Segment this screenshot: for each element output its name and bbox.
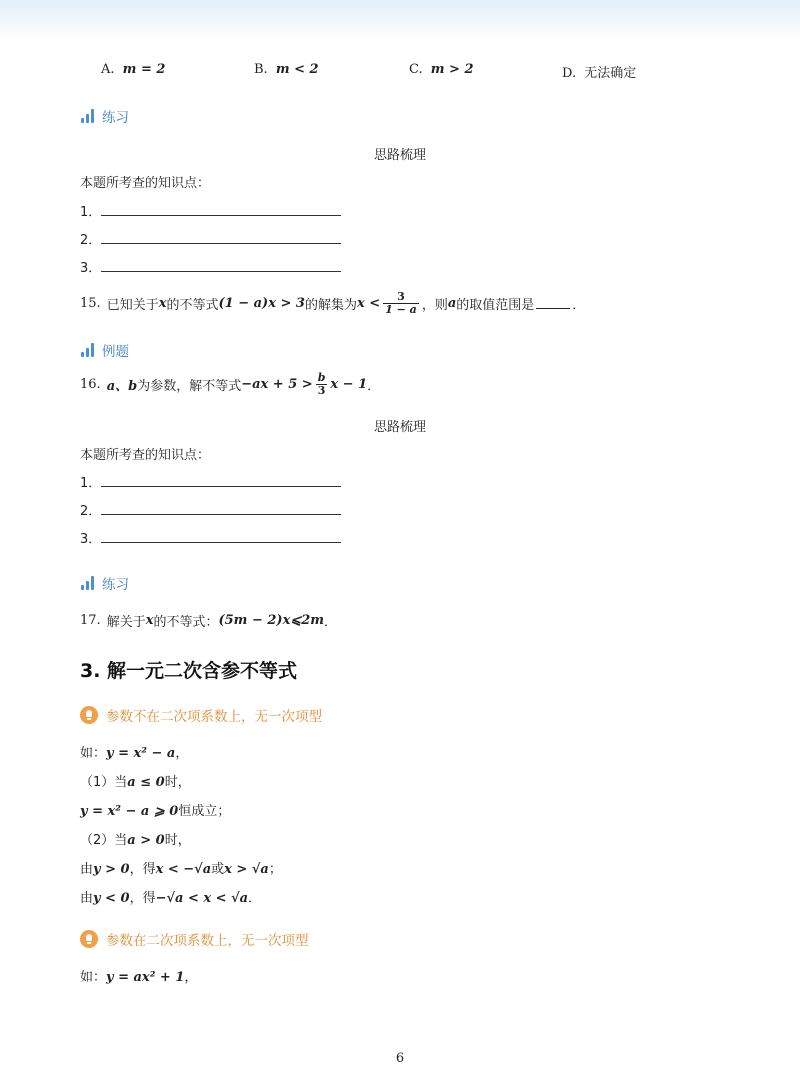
text: 时，: [164, 833, 191, 848]
text: 由: [80, 862, 94, 877]
practice-header-1: [81, 106, 129, 126]
option-b-expr: m < 2: [275, 62, 319, 77]
q15-text: 的不等式: [166, 298, 219, 313]
option-a-expr: m = 2: [122, 62, 166, 77]
practice-label: 练习: [102, 577, 129, 593]
q15-solution-lhs: x <: [356, 296, 381, 311]
lightbulb-icon: [80, 706, 98, 724]
question-17: [80, 611, 337, 630]
tip-title: 参数在二次项系数上，无一次项型: [106, 933, 309, 949]
answer-blank: [101, 502, 341, 515]
math-expr: y = ax² + 1: [106, 970, 185, 985]
bar-chart-icon: [81, 343, 94, 357]
knowledge-line-1: [80, 201, 341, 220]
bar-chart-icon: [81, 576, 94, 590]
q15-text: 的取值范围是: [456, 298, 535, 313]
answer-blank: [101, 530, 341, 543]
text: ；: [268, 862, 282, 877]
q16-expr: −ax + 5 >: [241, 377, 313, 392]
knowledge-prompt-2: 本题所考查的知识点：: [80, 448, 211, 463]
text: （2）当: [80, 833, 128, 848]
q15-text: ，则: [421, 298, 448, 313]
text: ，得: [129, 862, 156, 877]
text: 如：: [80, 746, 107, 761]
thinking-title-1: 思路梳理: [373, 148, 426, 163]
example-label: 例题: [102, 344, 129, 360]
q17-var: x: [145, 613, 154, 628]
body1-line-2: [80, 771, 191, 790]
answer-blank: [101, 474, 341, 487]
line-number: 1．: [80, 476, 102, 491]
math-expr: a ≤ 0: [127, 775, 165, 790]
q16-fraction: [316, 372, 328, 397]
knowledge-line-3: [80, 257, 341, 276]
question-16: [80, 372, 380, 397]
text: ．: [248, 891, 262, 906]
fraction-denominator: 1 − a: [385, 303, 417, 316]
tip-header-1: [80, 705, 322, 725]
knowledge-line-6: [80, 528, 341, 547]
q16-expr: x − 1: [330, 377, 368, 392]
fraction-numerator: 3: [397, 290, 405, 303]
answer-blank: [101, 231, 341, 244]
q15-text: 的解集为: [304, 298, 357, 313]
text: 恒成立；: [178, 804, 231, 819]
text: ，: [184, 970, 198, 985]
q15-inequality: (1 − a)x > 3: [218, 296, 305, 311]
question-number: 16.: [80, 377, 101, 392]
page-number: 6: [395, 1051, 405, 1066]
practice-label: 练习: [102, 110, 129, 126]
q15-var: x: [158, 296, 167, 311]
option-b: [254, 62, 319, 77]
q17-text: 的不等式：: [153, 615, 219, 630]
math-expr: x < −√a: [155, 862, 212, 877]
option-d-expr: 无法确定: [584, 66, 637, 81]
body1-line-4: [80, 829, 191, 848]
body1-line-6: [80, 887, 261, 906]
tip-header-2: [80, 929, 309, 949]
math-expr: a > 0: [127, 833, 165, 848]
text: 由: [80, 891, 94, 906]
body1-line-1: [80, 742, 188, 761]
line-number: 3．: [80, 532, 102, 547]
question-number: 17.: [80, 613, 101, 628]
answer-blank: [101, 203, 341, 216]
example-header: [81, 340, 129, 360]
body2-line-1: [80, 966, 197, 985]
header-band: [0, 0, 800, 40]
math-expr: −√a < x < √a: [155, 891, 249, 906]
math-expr: y = x² − a ⩾ 0: [80, 804, 179, 819]
option-d-letter: D.: [562, 66, 577, 81]
knowledge-line-2: [80, 229, 341, 248]
option-d: [562, 62, 636, 81]
line-number: 1．: [80, 205, 102, 220]
bar-chart-icon: [81, 109, 94, 123]
body1-line-3: [80, 800, 230, 819]
answer-blank: [536, 298, 570, 309]
line-number: 2．: [80, 504, 102, 519]
q17-expr: (5m − 2)x⩽2m: [218, 613, 325, 628]
question-15: [80, 291, 585, 316]
q17-text: ．: [324, 615, 338, 630]
text: ，: [175, 746, 189, 761]
fraction-denominator: 3: [317, 384, 326, 397]
option-c-expr: m > 2: [430, 62, 474, 77]
section-3-heading: 3. 解一元二次含参不等式: [80, 660, 298, 682]
text: 时，: [164, 775, 191, 790]
math-expr: y < 0: [93, 891, 130, 906]
text: 或: [211, 862, 225, 877]
text: ，得: [129, 891, 156, 906]
q16-text: ．: [367, 379, 381, 394]
line-number: 3．: [80, 261, 102, 276]
q15-text: 已知关于: [106, 298, 159, 313]
tip-title: 参数不在二次项系数上，无一次项型: [106, 709, 322, 725]
thinking-title-2: 思路梳理: [373, 420, 426, 435]
question-number: 15.: [80, 296, 101, 311]
knowledge-line-4: [80, 472, 341, 491]
option-b-letter: B.: [254, 62, 268, 77]
math-expr: y = x² − a: [106, 746, 176, 761]
option-c: [409, 62, 474, 77]
q17-text: 解关于: [106, 615, 146, 630]
option-c-letter: C.: [409, 62, 423, 77]
q16-vars: a、b: [106, 379, 138, 394]
answer-blank: [101, 259, 341, 272]
q15-var: a: [447, 296, 457, 311]
body1-line-5: [80, 858, 282, 877]
option-a-letter: A.: [101, 62, 115, 77]
q16-text: 为参数，解不等式: [137, 379, 242, 394]
math-expr: y > 0: [93, 862, 130, 877]
knowledge-line-5: [80, 500, 341, 519]
line-number: 2．: [80, 233, 102, 248]
knowledge-prompt-1: 本题所考查的知识点：: [80, 176, 211, 191]
q15-fraction: [383, 291, 419, 316]
fraction-numerator: b: [317, 371, 326, 384]
q15-text: ．: [572, 298, 586, 313]
text: （1）当: [80, 775, 128, 790]
math-expr: x > √a: [224, 862, 269, 877]
option-a: [101, 62, 165, 77]
text: 如：: [80, 970, 107, 985]
practice-header-2: [81, 573, 129, 593]
lightbulb-icon: [80, 930, 98, 948]
